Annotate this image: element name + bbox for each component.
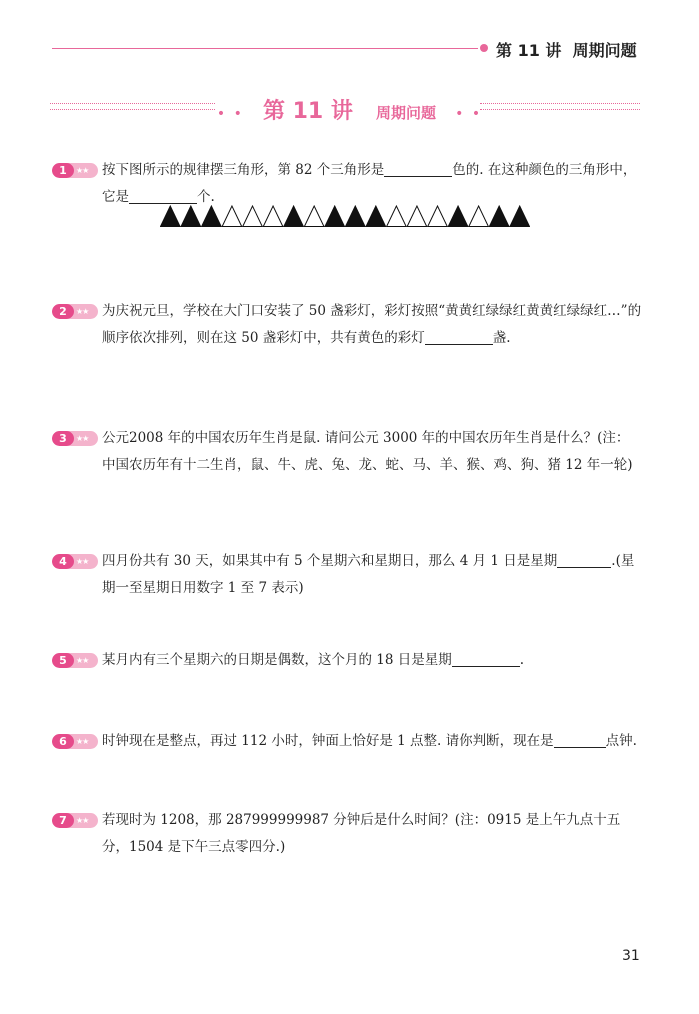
- answer-blank[interactable]: [452, 652, 520, 667]
- header-lecture: 第 11 讲: [496, 41, 562, 60]
- star-icon: ★★: [76, 816, 89, 825]
- question-text: [102, 728, 642, 755]
- question-6: [52, 728, 642, 755]
- header-topic: 周期问题: [572, 41, 637, 60]
- question-text-c: 个.: [197, 189, 215, 205]
- black-triangle: [284, 206, 304, 227]
- answer-blank[interactable]: [554, 733, 606, 748]
- white-triangle: [243, 206, 263, 227]
- question-badge: [52, 734, 98, 749]
- question-number: 2: [52, 304, 74, 319]
- question-number: 3: [52, 431, 74, 446]
- question-text-a: 某月内有三个星期六的日期是偶数，这个月的 18 日是星期: [102, 652, 452, 668]
- answer-blank[interactable]: [129, 189, 197, 204]
- black-triangle: [346, 206, 366, 227]
- question-text: 若现时为 1208，那 287999999987 分钟后是什么时间？(注：0915 是上午九点十五分，1504 是下午三点零四分.): [102, 812, 621, 855]
- question-badge: [52, 653, 98, 668]
- question-number: 5: [52, 653, 74, 668]
- question-text-a: 按下图所示的规律摆三角形，第 82 个三角形是: [102, 162, 385, 178]
- page-number: 31: [622, 948, 640, 964]
- white-triangle: [304, 206, 324, 227]
- white-triangle: [428, 206, 448, 227]
- question-badge: [52, 431, 98, 446]
- title-topic: 周期问题: [376, 104, 437, 122]
- star-icon: ★★: [76, 434, 89, 443]
- question-4: [52, 548, 642, 602]
- question-text-a: 四月份共有 30 天，如果其中有 5 个星期六和星期日，那么 4 月 1 日是星期: [102, 553, 558, 569]
- question-text-b: .: [519, 652, 525, 668]
- triangle-pattern: [160, 205, 530, 227]
- question-text-b: .(星期一至星期日用数字 1 至 7 表示): [102, 553, 635, 596]
- question-2: [52, 298, 642, 352]
- title-bullets-left: • •: [216, 106, 244, 122]
- black-triangle: [489, 206, 509, 227]
- white-triangle: [222, 206, 242, 227]
- running-header: [496, 38, 637, 61]
- answer-blank[interactable]: [425, 330, 493, 345]
- question-5: [52, 647, 642, 674]
- question-text: [102, 298, 642, 352]
- question-badge: [52, 163, 98, 178]
- title-bullets-right: • •: [455, 106, 483, 122]
- answer-blank[interactable]: [384, 162, 452, 177]
- question-text: [102, 548, 642, 602]
- question-text: [102, 647, 642, 674]
- question-badge: [52, 304, 98, 319]
- white-triangle: [407, 206, 427, 227]
- question-text: [102, 157, 642, 211]
- black-triangle: [448, 206, 468, 227]
- question-number: 1: [52, 163, 74, 178]
- question-3: [52, 425, 642, 479]
- question-number: 4: [52, 554, 74, 569]
- question-text: 公元2008 年的中国农历年生肖是鼠. 请问公元 3000 年的中国农历年生肖是什么？(注：中国农历年有十二生肖，鼠、牛、虎、兔、龙、蛇、马、羊、猴、鸡、狗、猪 12 年一轮): [102, 430, 633, 473]
- question-badge: [52, 554, 98, 569]
- star-icon: ★★: [76, 307, 89, 316]
- header-dot: [480, 44, 488, 52]
- header-rule: [52, 48, 478, 49]
- question-1: [52, 157, 642, 211]
- black-triangle: [325, 206, 345, 227]
- question-text-a: 为庆祝元旦，学校在大门口安装了 50 盏彩灯，彩灯按照“黄黄红绿绿红黄黄红绿绿红…”的顺序依次排列，则在这 50 盏彩灯中，共有黄色的彩灯: [102, 303, 642, 346]
- star-icon: ★★: [76, 166, 89, 175]
- black-triangle: [161, 206, 181, 227]
- white-triangle: [469, 206, 489, 227]
- question-text-b: 点钟.: [605, 733, 637, 749]
- black-triangle: [510, 206, 530, 227]
- question-text-a: 时钟现在是整点，再过 112 小时，钟面上恰好是 1 点整. 请你判断，现在是: [102, 733, 554, 749]
- black-triangle: [181, 206, 201, 227]
- black-triangle: [202, 206, 222, 227]
- answer-blank[interactable]: [557, 553, 611, 568]
- star-icon: ★★: [76, 557, 89, 566]
- question-text-b: 色的. 在这种颜色的三角形中，它是: [102, 162, 637, 205]
- question-text-b: 盏.: [492, 330, 511, 346]
- star-icon: ★★: [76, 656, 89, 665]
- question-7: [52, 807, 642, 861]
- white-triangle: [263, 206, 283, 227]
- title-lecture: 第 11 讲: [262, 99, 353, 124]
- white-triangle: [387, 206, 407, 227]
- question-number: 7: [52, 813, 74, 828]
- question-number: 6: [52, 734, 74, 749]
- page-title: [0, 94, 699, 125]
- star-icon: ★★: [76, 737, 89, 746]
- black-triangle: [366, 206, 386, 227]
- question-badge: [52, 813, 98, 828]
